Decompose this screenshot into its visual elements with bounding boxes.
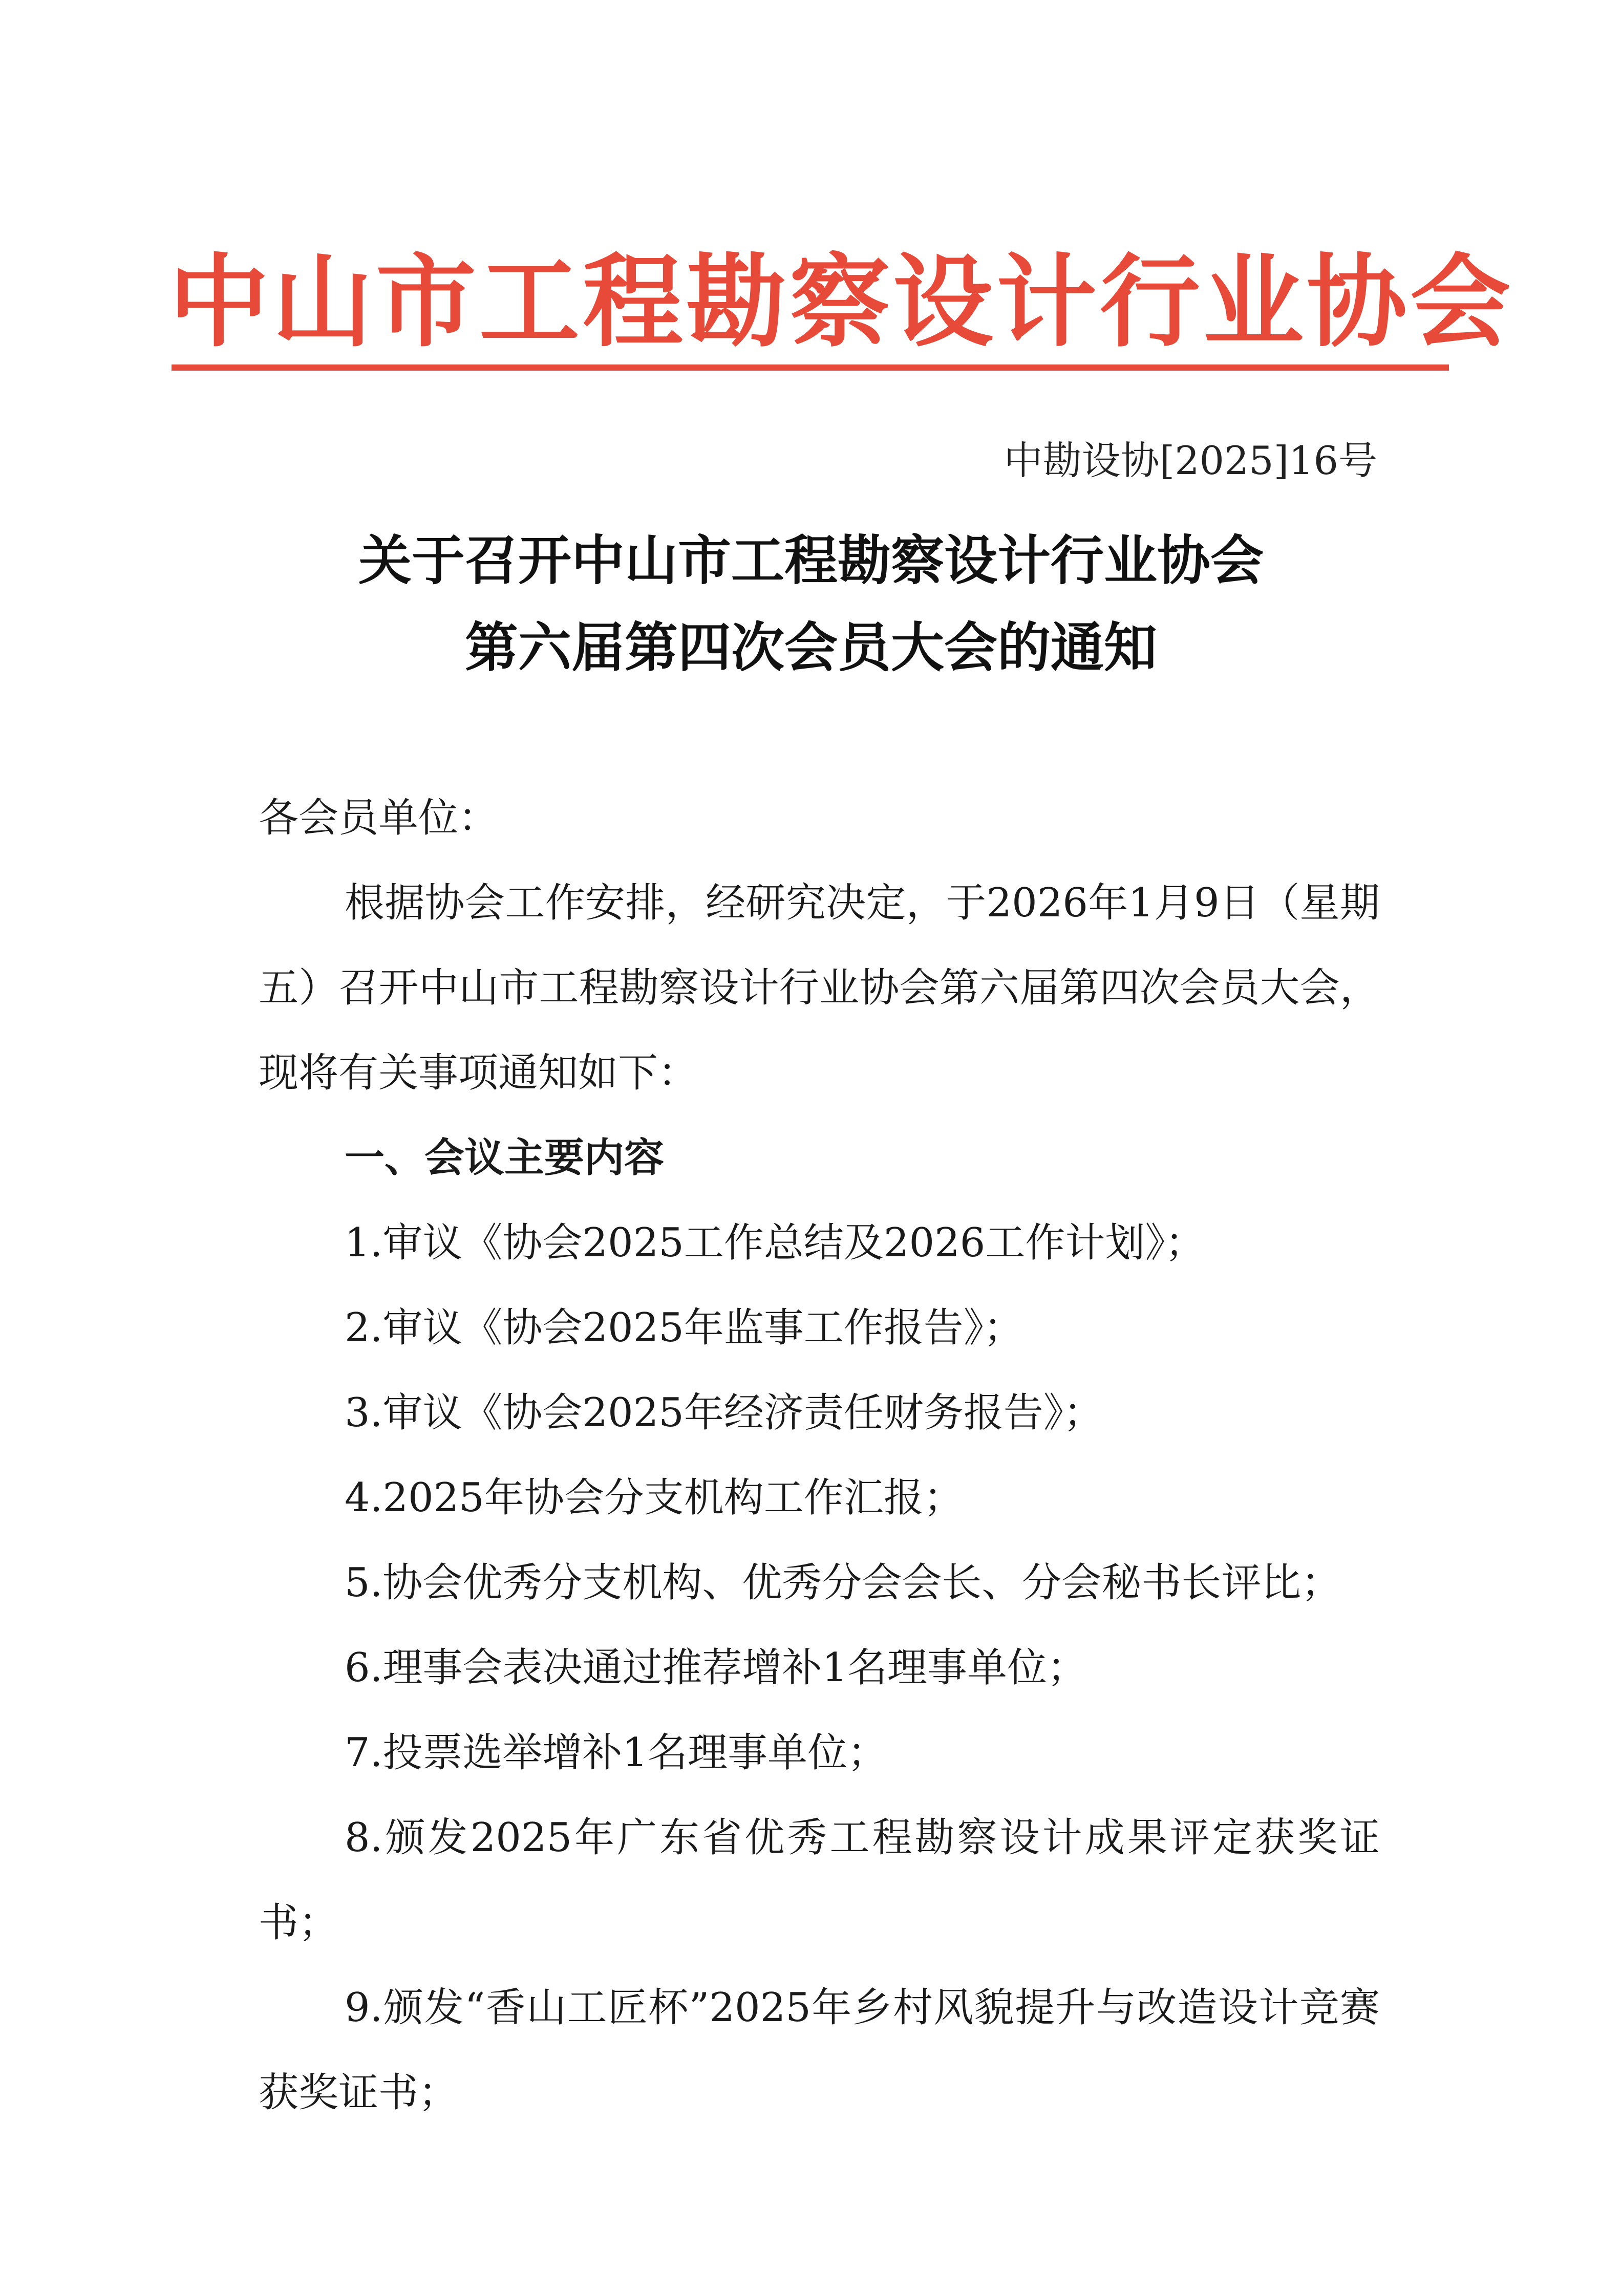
agenda-item: 7.投票选举增补1名理事单位；: [345, 1730, 888, 1776]
notice-body: [259, 776, 1380, 2135]
agenda-item: 2.审议《协会2025年监事工作报告》；: [345, 1305, 1023, 1351]
notice-title-line-1: 关于召开中山市工程勘察设计行业协会: [358, 529, 1264, 592]
organization-letterhead: 中山市工程勘察设计行业协会: [169, 243, 1514, 361]
document-number: 中勘设协[2025]16号: [1004, 438, 1377, 483]
agenda-item: 4.2025年协会分支机构工作汇报；: [345, 1475, 964, 1521]
notice-title-line-2: 第六届第四次会员大会的通知: [464, 616, 1157, 679]
agenda-item: 6.理事会表决通过推荐增补1名理事单位；: [345, 1645, 1087, 1691]
agenda-item: 9.颁发“香山工匠杯”2025年乡村风貌提升与改造设计竞赛获奖证书；: [259, 1985, 1380, 2116]
agenda-item: 5.协会优秀分支机构、优秀分会会长、分会秘书长评比；: [345, 1560, 1341, 1606]
intro-paragraph: 根据协会工作安排，经研究决定，于2026年1月9日（星期五）召开中山市工程勘察设计行业协会第六届第四次会员大会，现将有关事项通知如下：: [259, 880, 1380, 1096]
section-heading-meeting-content: 一、会议主要内容: [345, 1135, 665, 1181]
agenda-item: 8.颁发2025年广东省优秀工程勘察设计成果评定获奖证书；: [259, 1815, 1380, 1946]
salutation: 各会员单位：: [259, 795, 499, 841]
agenda-item: 1.审议《协会2025工作总结及2026工作计划》；: [345, 1220, 1205, 1266]
letterhead-divider: [172, 364, 1449, 371]
agenda-item: 3.审议《协会2025年经济责任财务报告》；: [345, 1390, 1103, 1436]
notice-title: [154, 517, 1468, 691]
